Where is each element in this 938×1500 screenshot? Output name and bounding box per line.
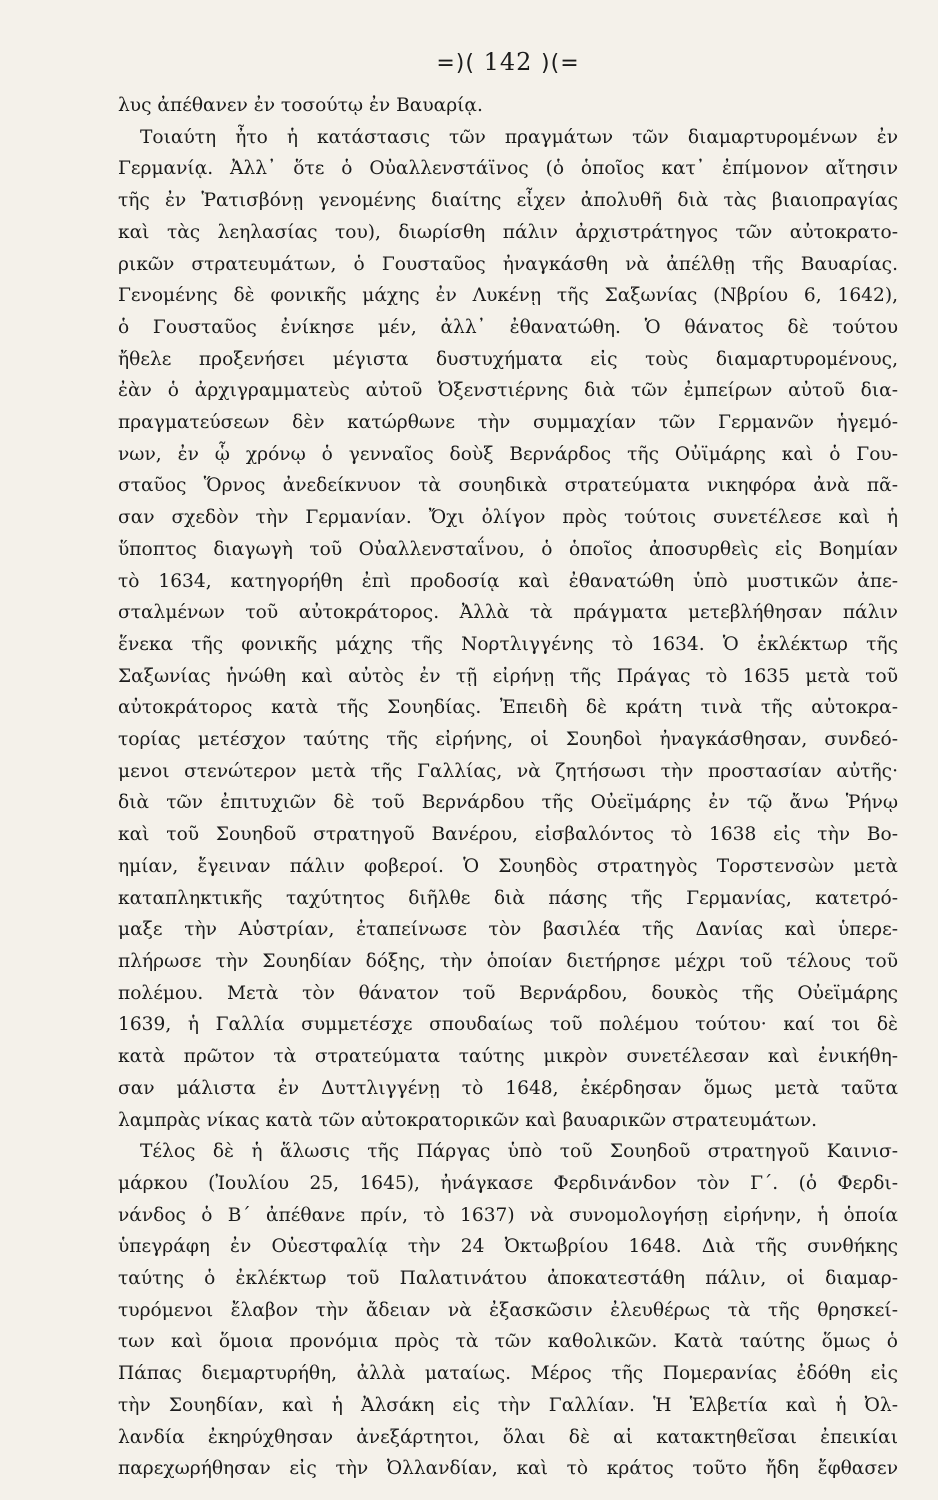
text-line: πλήρωσε τὴν Σουηδίαν δόξης, τὴν ὁποίαν διετήρησε μέχρι τοῦ τέλους τοῦ xyxy=(118,950,898,972)
text-line: μάρκου (Ἰουλίου 25, 1645), ἠνάγκασε Φερδινάνδον τὸν Γ΄. (ὁ Φερδι- xyxy=(118,1172,898,1194)
text-line: μαξε τὴν Αὐστρίαν, ἐταπείνωσε τὸν βασιλέα τῆς Δανίας καὶ ὑπερε- xyxy=(118,919,898,941)
text-line: τῆς ἐν Ῥατισβόνῃ γενομένης διαίτης εἶχεν ἀπολυθῆ διὰ τὰς βιαιοπραγίας xyxy=(118,190,898,212)
text-line: καταπληκτικῆς ταχύτητος διῆλθε διὰ πάσης τῆς Γερμανίας, κατετρό- xyxy=(118,887,898,909)
text-line: αὐτοκράτορος κατὰ τῆς Σουηδίας. Ἐπειδὴ δὲ κράτη τινὰ τῆς αὐτοκρα- xyxy=(118,697,898,719)
text-line: νων, ἐν ᾧ χρόνῳ ὁ γενναῖος δοὺξ Βερνάρδος τῆς Οὐϊμάρης καὶ ὁ Γου- xyxy=(118,443,898,465)
body-text xyxy=(118,90,898,1485)
text-line: Σαξωνίας ἡνώθη καὶ αὐτὸς ἐν τῇ εἰρήνῃ τῆς Πράγας τὸ 1635 μετὰ τοῦ xyxy=(118,665,898,687)
header-left-ornament: =)( xyxy=(436,51,475,76)
text-line: Τέλος δὲ ἡ ἅλωσις τῆς Πάργας ὑπὸ τοῦ Σουηδοῦ στρατηγοῦ Καινισ- xyxy=(140,1141,898,1163)
text-line: καὶ τοῦ Σουηδοῦ στρατηγοῦ Βανέρου, εἰσβαλόντος τὸ 1638 εἰς τὴν Βο- xyxy=(118,824,898,846)
text-line: ἕνεκα τῆς φονικῆς μάχης τῆς Νορτλιγγένης τὸ 1634. Ὁ ἐκλέκτωρ τῆς xyxy=(118,633,898,655)
text-line: πραγματεύσεων δὲν κατώρθωνε τὴν συμμαχίαν τῶν Γερμανῶν ἡγεμό- xyxy=(118,412,898,434)
text-line: νάνδος ὁ Β΄ ἀπέθανε πρίν, τὸ 1637) νὰ συνομολογήσῃ εἰρήνην, ἡ ὁποία xyxy=(118,1204,898,1226)
text-line: ἐὰν ὁ ἀρχιγραμματεὺς αὐτοῦ Ὀξενστιέρνης διὰ τῶν ἐμπείρων αὐτοῦ δια- xyxy=(118,380,898,402)
text-line: τυρόμενοι ἔλαβον τὴν ἄδειαν νὰ ἐξασκῶσιν ἐλευθέρως τὰ τῆς θρησκεί- xyxy=(118,1299,898,1321)
text-line: τορίας μετέσχον ταύτης τῆς εἰρήνης, οἱ Σουηδοὶ ἠναγκάσθησαν, συνδεό- xyxy=(118,729,898,751)
text-line: ταύτης ὁ ἐκλέκτωρ τοῦ Παλατινάτου ἀποκατεστάθη πάλιν, οἱ διαμαρ- xyxy=(118,1268,898,1290)
page-number: 142 xyxy=(483,48,533,76)
text-line: Πάπας διεμαρτυρήθη, ἀλλὰ ματαίως. Μέρος τῆς Πομερανίας ἐδόθη εἰς xyxy=(118,1363,898,1385)
text-line: παρεχωρήθησαν εἰς τὴν Ὀλλανδίαν, καὶ τὸ κράτος τοῦτο ἤδη ἔφθασεν xyxy=(118,1458,898,1480)
text-line: Γερμανίᾳ. Ἀλλ᾽ ὅτε ὁ Οὐαλλενστάϊνος (ὁ ὁποῖος κατ᾽ ἐπίμονον αἴτησιν xyxy=(118,158,898,180)
text-line: ὁ Γουσταῦος ἐνίκησε μέν, ἀλλ᾽ ἐθανατώθη. Ὁ θάνατος δὲ τούτου xyxy=(118,316,898,338)
text-line: σαν μάλιστα ἐν Δυττλιγγένῃ τὸ 1648, ἐκέρδησαν ὅμως μετὰ ταῦτα xyxy=(118,1077,898,1099)
text-line: σαν σχεδὸν τὴν Γερμανίαν. Ὄχι ὀλίγον πρὸς τούτοις συνετέλεσε καὶ ἡ xyxy=(118,507,898,529)
text-line: μενοι στενώτερον μετὰ τῆς Γαλλίας, νὰ ζητήσωσι τὴν προστασίαν αὐτῆς· xyxy=(118,760,898,782)
text-line: ὑπεγράφη ἐν Οὐεστφαλίᾳ τὴν 24 Ὀκτωβρίου 1648. Διὰ τῆς συνθήκης xyxy=(118,1236,898,1258)
text-line: 1639, ἡ Γαλλία συμμετέσχε σπουδαίως τοῦ πολέμου τούτου· καί τοι δὲ xyxy=(118,1014,898,1036)
text-line: λυς ἀπέθανεν ἐν τοσούτῳ ἐν Βαυαρίᾳ. xyxy=(118,95,483,116)
text-line: καὶ τὰς λεηλασίας του), διωρίσθη πάλιν ἀρχιστράτηγος τῶν αὐτοκρατο- xyxy=(118,221,898,243)
page-header xyxy=(118,48,898,76)
text-line: σταλμένων τοῦ αὐτοκράτορος. Ἀλλὰ τὰ πράγματα μετεβλήθησαν πάλιν xyxy=(118,602,898,624)
text-line: τὴν Σουηδίαν, καὶ ἡ Ἀλσάκη εἰς τὴν Γαλλίαν. Ἡ Ἑλβετία καὶ ἡ Ὀλ- xyxy=(118,1394,898,1416)
text-line: πολέμου. Μετὰ τὸν θάνατον τοῦ Βερνάρδου, δουκὸς τῆς Οὐεϊμάρης xyxy=(118,982,898,1004)
text-line: Τοιαύτη ἦτο ἡ κατάστασις τῶν πραγμάτων τῶν διαμαρτυρομένων ἐν xyxy=(140,126,898,148)
text-line: των καὶ ὅμοια προνόμια πρὸς τὰ τῶν καθολικῶν. Κατὰ ταύτης ὅμως ὁ xyxy=(118,1331,898,1353)
text-line: σταῦος Ὅρνος ἀνεδείκνυον τὰ σουηδικὰ στρατεύματα νικηφόρα ἀνὰ πᾶ- xyxy=(118,475,898,497)
text-line: κατὰ πρῶτον τὰ στρατεύματα ταύτης μικρὸν συνετέλεσαν καὶ ἐνικήθη- xyxy=(118,1046,898,1068)
text-line: Γενομένης δὲ φονικῆς μάχης ἐν Λυκένῃ τῆς Σαξωνίας (Νβρίου 6, 1642), xyxy=(118,285,898,307)
text-line: διὰ τῶν ἐπιτυχιῶν δὲ τοῦ Βερνάρδου τῆς Οὐεϊμάρης ἐν τῷ ἄνω Ῥήνῳ xyxy=(118,792,898,814)
text-line: ἤθελε προξενήσει μέγιστα δυστυχήματα εἰς τοὺς διαμαρτυρομένους, xyxy=(118,348,898,370)
header-right-ornament: )(= xyxy=(541,51,580,76)
text-line: λαμπρὰς νίκας κατὰ τῶν αὐτοκρατορικῶν καὶ βαυαρικῶν στρατευμάτων. xyxy=(118,1109,818,1131)
text-line: λανδία ἐκηρύχθησαν ἀνεξάρτητοι, ὅλαι δὲ αἱ κατακτηθεῖσαι ἐπεικίαι xyxy=(118,1426,898,1448)
text-line: ρικῶν στρατευμάτων, ὁ Γουσταῦος ἠναγκάσθη νὰ ἀπέλθῃ τῆς Βαυαρίας. xyxy=(118,253,898,275)
text-line: ὕποπτος διαγωγὴ τοῦ Οὐαλλενσταΐνου, ὁ ὁποῖος ἀποσυρθεὶς εἰς Βοημίαν xyxy=(118,538,898,560)
text-line: ημίαν, ἔγειναν πάλιν φοβεροί. Ὁ Σουηδὸς στρατηγὸς Τορστενσὼν μετὰ xyxy=(118,855,898,877)
text-line: τὸ 1634, κατηγορήθη ἐπὶ προδοσίᾳ καὶ ἐθανατώθη ὑπὸ μυστικῶν ἀπε- xyxy=(118,570,898,592)
